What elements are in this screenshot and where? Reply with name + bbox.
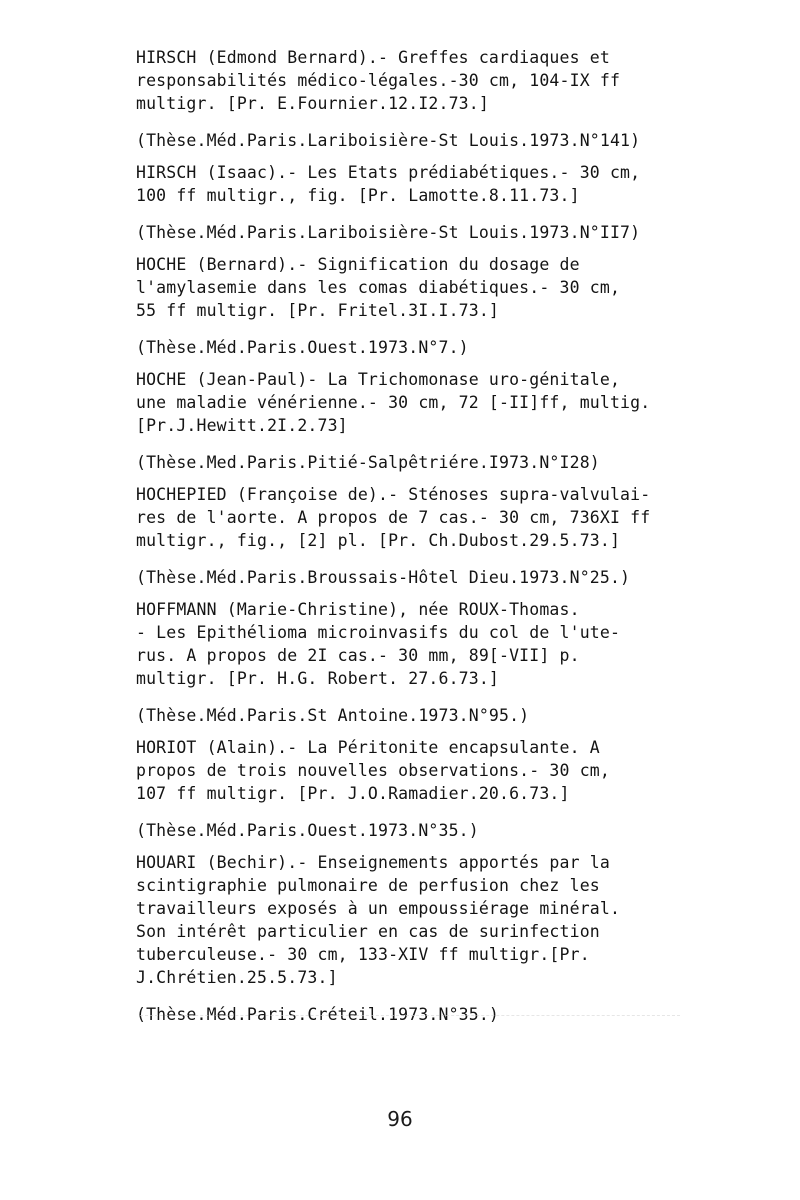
entry-text-line: HIRSCH (Edmond Bernard).- Greffes cardiaques et <box>136 48 610 67</box>
thesis-entry <box>136 46 676 152</box>
entry-text-line: HOCHE (Jean-Paul)- La Trichomonase uro-génitale, <box>136 370 621 389</box>
entry-text-line: travailleurs exposés à un empoussiérage minéral. <box>136 899 621 918</box>
entry-text-line: une maladie vénérienne.- 30 cm, 72 [-II]ff, multig. <box>136 393 651 412</box>
entry-citation: (Thèse.Méd.Paris.Broussais-Hôtel Dieu.1973.N°25.) <box>136 568 631 587</box>
entry-text-line: 107 ff multigr. [Pr. J.O.Ramadier.20.6.73.] <box>136 784 570 803</box>
thesis-entry <box>136 368 676 474</box>
entry-text-line: rus. A propos de 2I cas.- 30 mm, 89[-VII] p. <box>136 646 580 665</box>
entry-text-line: HIRSCH (Isaac).- Les Etats prédiabétiques.- 30 cm, <box>136 163 641 182</box>
entry-citation: (Thèse.Méd.Paris.Lariboisière-St Louis.1973.N°141) <box>136 131 641 150</box>
entry-text-line: res de l'aorte. A propos de 7 cas.- 30 cm, 736XI ff <box>136 508 651 527</box>
entry-text-line: 55 ff multigr. [Pr. Fritel.3I.I.73.] <box>136 301 500 320</box>
entry-text-line: - Les Epithélioma microinvasifs du col de l'ute- <box>136 623 621 642</box>
entry-text-line: responsabilités médico-légales.-30 cm, 104-IX ff <box>136 71 621 90</box>
entry-citation: (Thèse.Méd.Paris.Ouest.1973.N°7.) <box>136 338 469 357</box>
entry-citation: (Thèse.Méd.Paris.Lariboisière-St Louis.1973.N°II7) <box>136 223 641 242</box>
entry-text-line: tuberculeuse.- 30 cm, 133-XIV ff multigr.[Pr. <box>136 945 590 964</box>
thesis-entry <box>136 483 676 589</box>
entry-text-line: multigr. [Pr. E.Fournier.12.I2.73.] <box>136 94 489 113</box>
thesis-entry <box>136 851 676 1026</box>
thesis-entry <box>136 161 676 244</box>
entry-citation: (Thèse.Méd.Paris.Créteil.1973.N°35.) <box>136 1005 500 1024</box>
entry-text-line: [Pr.J.Hewitt.2I.2.73] <box>136 416 348 435</box>
entry-citation: (Thèse.Méd.Paris.St Antoine.1973.N°95.) <box>136 706 530 725</box>
page-number: 96 <box>387 1107 413 1131</box>
entry-text-line: scintigraphie pulmonaire de perfusion chez les <box>136 876 600 895</box>
show-through-artifact <box>140 1015 680 1017</box>
entry-citation: (Thèse.Méd.Paris.Ouest.1973.N°35.) <box>136 821 479 840</box>
entry-text-line: multigr., fig., [2] pl. [Pr. Ch.Dubost.29.5.73.] <box>136 531 621 550</box>
entry-text-line: multigr. [Pr. H.G. Robert. 27.6.73.] <box>136 669 500 688</box>
entry-citation: (Thèse.Med.Paris.Pitié-Salpêtriére.I973.N°I28) <box>136 453 600 472</box>
thesis-entry <box>136 598 676 727</box>
entry-text-line: HORIOT (Alain).- La Péritonite encapsulante. A <box>136 738 600 757</box>
entry-text-line: l'amylasemie dans les comas diabétiques.- 30 cm, <box>136 278 621 297</box>
entry-text-line: HOCHE (Bernard).- Signification du dosage de <box>136 255 580 274</box>
entry-text-line: Son intérêt particulier en cas de surinfection <box>136 922 600 941</box>
thesis-entry-list <box>136 46 676 1035</box>
entry-text-line: J.Chrétien.25.5.73.] <box>136 968 338 987</box>
entry-text-line: HOUARI (Bechir).- Enseignements apportés par la <box>136 853 610 872</box>
entry-text-line: HOCHEPIED (Françoise de).- Sténoses supra-valvulai- <box>136 485 651 504</box>
thesis-entry <box>136 736 676 842</box>
entry-text-line: propos de trois nouvelles observations.- 30 cm, <box>136 761 610 780</box>
entry-text-line: HOFFMANN (Marie-Christine), née ROUX-Thomas. <box>136 600 580 619</box>
thesis-entry <box>136 253 676 359</box>
entry-text-line: 100 ff multigr., fig. [Pr. Lamotte.8.11.73.] <box>136 186 580 205</box>
